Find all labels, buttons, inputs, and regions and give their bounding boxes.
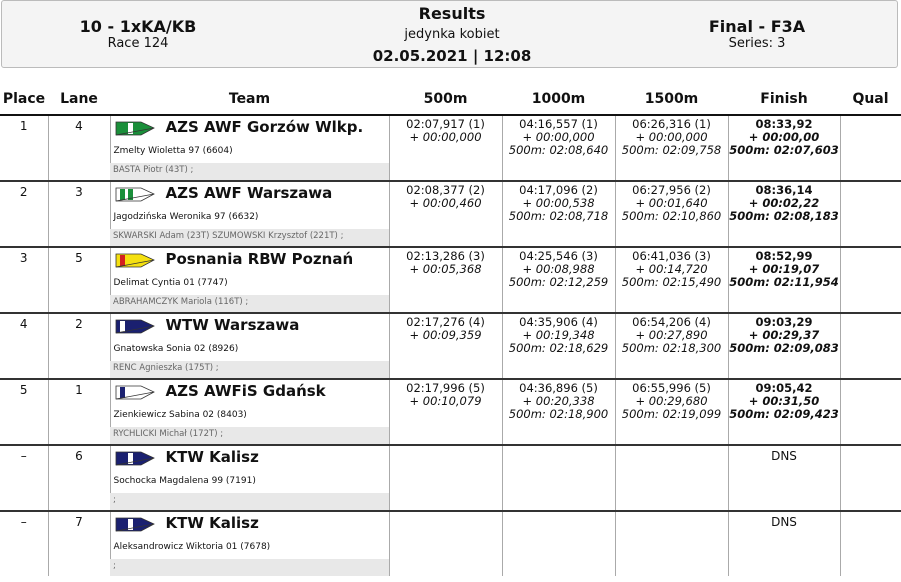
- split-1000m-time: 04:25,546 (3): [519, 249, 598, 263]
- split-500m-cell: [389, 248, 502, 312]
- split-500m-gap: + 00:10,079: [409, 394, 482, 408]
- split-1000m-gap: + 00:00,000: [522, 130, 595, 144]
- finish-time-pace: 500m: 02:11,954: [729, 275, 839, 289]
- split-1000m-pace: 500m: 02:18,900: [508, 407, 609, 421]
- finish-time-time: 08:36,14: [755, 183, 813, 197]
- team-cell: [110, 182, 389, 229]
- qual-cell: [840, 380, 901, 444]
- split-1500m-time: 06:41,036 (3): [632, 249, 711, 263]
- qual-cell: [840, 115, 901, 180]
- split-1500m-cell: [615, 115, 728, 180]
- split-1500m-gap: + 00:29,680: [635, 394, 708, 408]
- lane-cell: 4: [48, 115, 110, 180]
- split-500m-cell: [389, 512, 502, 576]
- finish-time-pace: 500m: 02:07,603: [729, 143, 839, 157]
- split-1500m-time: 06:27,956 (2): [632, 183, 711, 197]
- split-1000m-gap: + 00:19,348: [522, 328, 595, 342]
- table-row: [0, 248, 901, 295]
- team-name: AZS AWFiS Gdańsk: [165, 382, 326, 400]
- lane-cell: 5: [48, 248, 110, 312]
- finish-time-cell: DNS: [728, 512, 840, 576]
- lane-cell: 7: [48, 512, 110, 576]
- race-number: Race 124: [107, 36, 169, 51]
- team-cell: [110, 115, 389, 163]
- finish-time-cell: [728, 380, 840, 444]
- coach-cell: [110, 559, 389, 576]
- crew-member: Jagodzińska Weronika 97 (6632): [113, 212, 259, 222]
- crew-member: Aleksandrowicz Wiktoria 01 (7678): [113, 542, 271, 552]
- split-1500m-pace: 500m: 02:10,860: [621, 209, 722, 223]
- table-row: [0, 380, 901, 427]
- crew-member: Sochocka Magdalena 99 (7191): [113, 476, 256, 486]
- event-code: 10 - 1xKA/KB: [79, 17, 197, 36]
- coach-cell: [110, 493, 389, 510]
- split-500m-gap: + 00:00,000: [409, 130, 482, 144]
- split-1500m-pace: 500m: 02:09,758: [621, 143, 722, 157]
- qual-cell: [840, 512, 901, 576]
- coach-cell: [110, 229, 389, 246]
- split-500m-time: 02:13,286 (3): [406, 249, 485, 263]
- lane-cell: 6: [48, 446, 110, 510]
- col-finish: Finish: [728, 84, 840, 115]
- finish-time-pace: 500m: 02:08,183: [729, 209, 839, 223]
- team-name: AZS AWF Gorzów Wlkp.: [165, 118, 364, 136]
- split-1000m-cell: [502, 248, 615, 312]
- table-row: [0, 446, 901, 493]
- crew-member: Delimat Cyntia 01 (7747): [113, 278, 228, 288]
- finish-time-time: 08:33,92: [755, 117, 813, 131]
- coach-name: SKWARSKI Adam (23T) SZUMOWSKI Krzysztof (221T) ;: [113, 231, 344, 241]
- coach-cell: [110, 295, 389, 312]
- finish-time-cell: [728, 314, 840, 378]
- split-500m-cell: [389, 115, 502, 180]
- split-500m-time: 02:07,917 (1): [406, 117, 485, 131]
- split-1500m-cell: [615, 380, 728, 444]
- split-1500m-gap: + 00:27,890: [635, 328, 708, 342]
- coach-name: RYCHLICKI Michał (172T) ;: [113, 429, 224, 439]
- table-row: [0, 314, 901, 361]
- team-name: Posnania RBW Poznań: [165, 250, 354, 268]
- split-500m-cell: [389, 380, 502, 444]
- boat-flag-icon: [115, 383, 155, 401]
- qual-cell: [840, 446, 901, 510]
- split-1000m-cell: [502, 182, 615, 246]
- race-series: Series: 3: [728, 36, 786, 51]
- split-500m-time: 02:08,377 (2): [406, 183, 485, 197]
- place-cell: 4: [19, 317, 28, 331]
- finish-time-gap: + 00:00,00: [748, 130, 820, 144]
- coach-name: RENC Agnieszka (175T) ;: [113, 363, 219, 373]
- split-1000m-pace: 500m: 02:12,259: [508, 275, 609, 289]
- split-1000m-time: 04:17,096 (2): [519, 183, 598, 197]
- coach-name: ABRAHAMCZYK Mariola (116T) ;: [113, 297, 249, 307]
- race-datetime: 02.05.2021 | 12:08: [372, 47, 532, 65]
- crew-member: Zmelty Wioletta 97 (6604): [113, 146, 233, 156]
- split-1000m-gap: + 00:00,538: [522, 196, 595, 210]
- finish-time-cell: [728, 248, 840, 312]
- boat-flag-icon: [115, 185, 155, 203]
- split-1000m-gap: + 00:20,338: [522, 394, 595, 408]
- crew-member: Gnatowska Sonia 02 (8926): [113, 344, 239, 354]
- column-headers: [0, 84, 901, 115]
- split-1000m-cell: [502, 314, 615, 378]
- table-row: [0, 115, 901, 163]
- split-1500m-cell: [615, 314, 728, 378]
- finish-time-time: 09:03,29: [755, 315, 813, 329]
- split-1500m-cell: [615, 512, 728, 576]
- finish-time-gap: + 00:19,07: [748, 262, 820, 276]
- lane-cell: 2: [48, 314, 110, 378]
- col-500m: 500m: [389, 84, 502, 115]
- split-1500m-pace: 500m: 02:18,300: [621, 341, 722, 355]
- finish-time-cell: [728, 115, 840, 180]
- results-header: [1, 0, 898, 68]
- split-1000m-pace: 500m: 02:08,718: [508, 209, 609, 223]
- finish-time-pace: 500m: 02:09,423: [729, 407, 839, 421]
- col-1500m: 1500m: [615, 84, 728, 115]
- finish-time-time: 09:05,42: [755, 381, 813, 395]
- boat-flag-icon: [115, 449, 155, 467]
- place-cell: –: [20, 515, 27, 529]
- split-1000m-gap: + 00:08,988: [522, 262, 595, 276]
- split-1000m-cell: [502, 380, 615, 444]
- coach-name: BASTA Piotr (43T) ;: [113, 165, 194, 175]
- split-1500m-pace: 500m: 02:19,099: [621, 407, 722, 421]
- team-cell: [110, 248, 389, 295]
- coach-name: ;: [113, 561, 116, 571]
- lane-cell: 1: [48, 380, 110, 444]
- qual-cell: [840, 248, 901, 312]
- qual-cell: [840, 314, 901, 378]
- finish-time-gap: + 00:29,37: [748, 328, 820, 342]
- finish-time-cell: [728, 182, 840, 246]
- split-500m-time: 02:17,996 (5): [406, 381, 485, 395]
- split-500m-cell: [389, 446, 502, 510]
- team-name: WTW Warszawa: [165, 316, 300, 334]
- split-500m-gap: + 00:09,359: [409, 328, 482, 342]
- table-row: [0, 512, 901, 559]
- place-cell: 2: [19, 185, 28, 199]
- team-cell: [110, 512, 389, 559]
- boat-flag-icon: [115, 119, 155, 137]
- qual-cell: [840, 182, 901, 246]
- split-1500m-time: 06:26,316 (1): [632, 117, 711, 131]
- split-1000m-time: 04:16,557 (1): [519, 117, 598, 131]
- split-1000m-cell: [502, 512, 615, 576]
- split-1500m-pace: 500m: 02:15,490: [621, 275, 722, 289]
- split-1000m-pace: 500m: 02:08,640: [508, 143, 609, 157]
- team-name: KTW Kalisz: [165, 448, 259, 466]
- coach-name: ;: [113, 495, 116, 505]
- results-table: [0, 84, 901, 576]
- split-500m-gap: + 00:00,460: [409, 196, 482, 210]
- split-1500m-gap: + 00:00,000: [635, 130, 708, 144]
- boat-flag-icon: [115, 317, 155, 335]
- split-500m-cell: [389, 314, 502, 378]
- col-place: Place: [0, 84, 48, 115]
- split-1500m-gap: + 00:14,720: [635, 262, 708, 276]
- event-name: jedynka kobiet: [404, 27, 500, 42]
- team-name: KTW Kalisz: [165, 514, 259, 532]
- finish-time-pace: 500m: 02:09,083: [729, 341, 839, 355]
- team-name: AZS AWF Warszawa: [165, 184, 333, 202]
- team-cell: [110, 446, 389, 493]
- split-1500m-cell: [615, 182, 728, 246]
- finish-time-gap: + 00:31,50: [748, 394, 820, 408]
- split-1000m-time: 04:35,906 (4): [519, 315, 598, 329]
- split-1500m-cell: [615, 248, 728, 312]
- split-500m-gap: + 00:05,368: [409, 262, 482, 276]
- split-500m-time: 02:17,276 (4): [406, 315, 485, 329]
- split-1000m-pace: 500m: 02:18,629: [508, 341, 609, 355]
- place-cell: –: [20, 449, 27, 463]
- crew-member: Zienkiewicz Sabina 02 (8403): [113, 410, 247, 420]
- col-team: Team: [110, 84, 389, 115]
- split-500m-cell: [389, 182, 502, 246]
- col-qual: Qual: [840, 84, 901, 115]
- page-title: Results: [418, 4, 486, 23]
- col-1000m: 1000m: [502, 84, 615, 115]
- split-1000m-cell: [502, 446, 615, 510]
- place-cell: 5: [19, 383, 28, 397]
- finish-time-cell: DNS: [728, 446, 840, 510]
- coach-cell: [110, 163, 389, 180]
- split-1500m-time: 06:54,206 (4): [632, 315, 711, 329]
- team-cell: [110, 314, 389, 361]
- boat-flag-icon: [115, 251, 155, 269]
- race-phase: Final - F3A: [708, 17, 806, 36]
- split-1500m-time: 06:55,996 (5): [632, 381, 711, 395]
- team-cell: [110, 380, 389, 427]
- coach-cell: [110, 427, 389, 444]
- place-cell: 1: [19, 119, 28, 133]
- table-row: [0, 182, 901, 229]
- lane-cell: 3: [48, 182, 110, 246]
- coach-cell: [110, 361, 389, 378]
- place-cell: 3: [19, 251, 28, 265]
- split-1500m-cell: [615, 446, 728, 510]
- boat-flag-icon: [115, 515, 155, 533]
- col-lane: Lane: [48, 84, 110, 115]
- finish-time-gap: + 00:02,22: [748, 196, 820, 210]
- split-1000m-time: 04:36,896 (5): [519, 381, 598, 395]
- split-1000m-cell: [502, 115, 615, 180]
- split-1500m-gap: + 00:01,640: [635, 196, 708, 210]
- finish-time-time: 08:52,99: [755, 249, 813, 263]
